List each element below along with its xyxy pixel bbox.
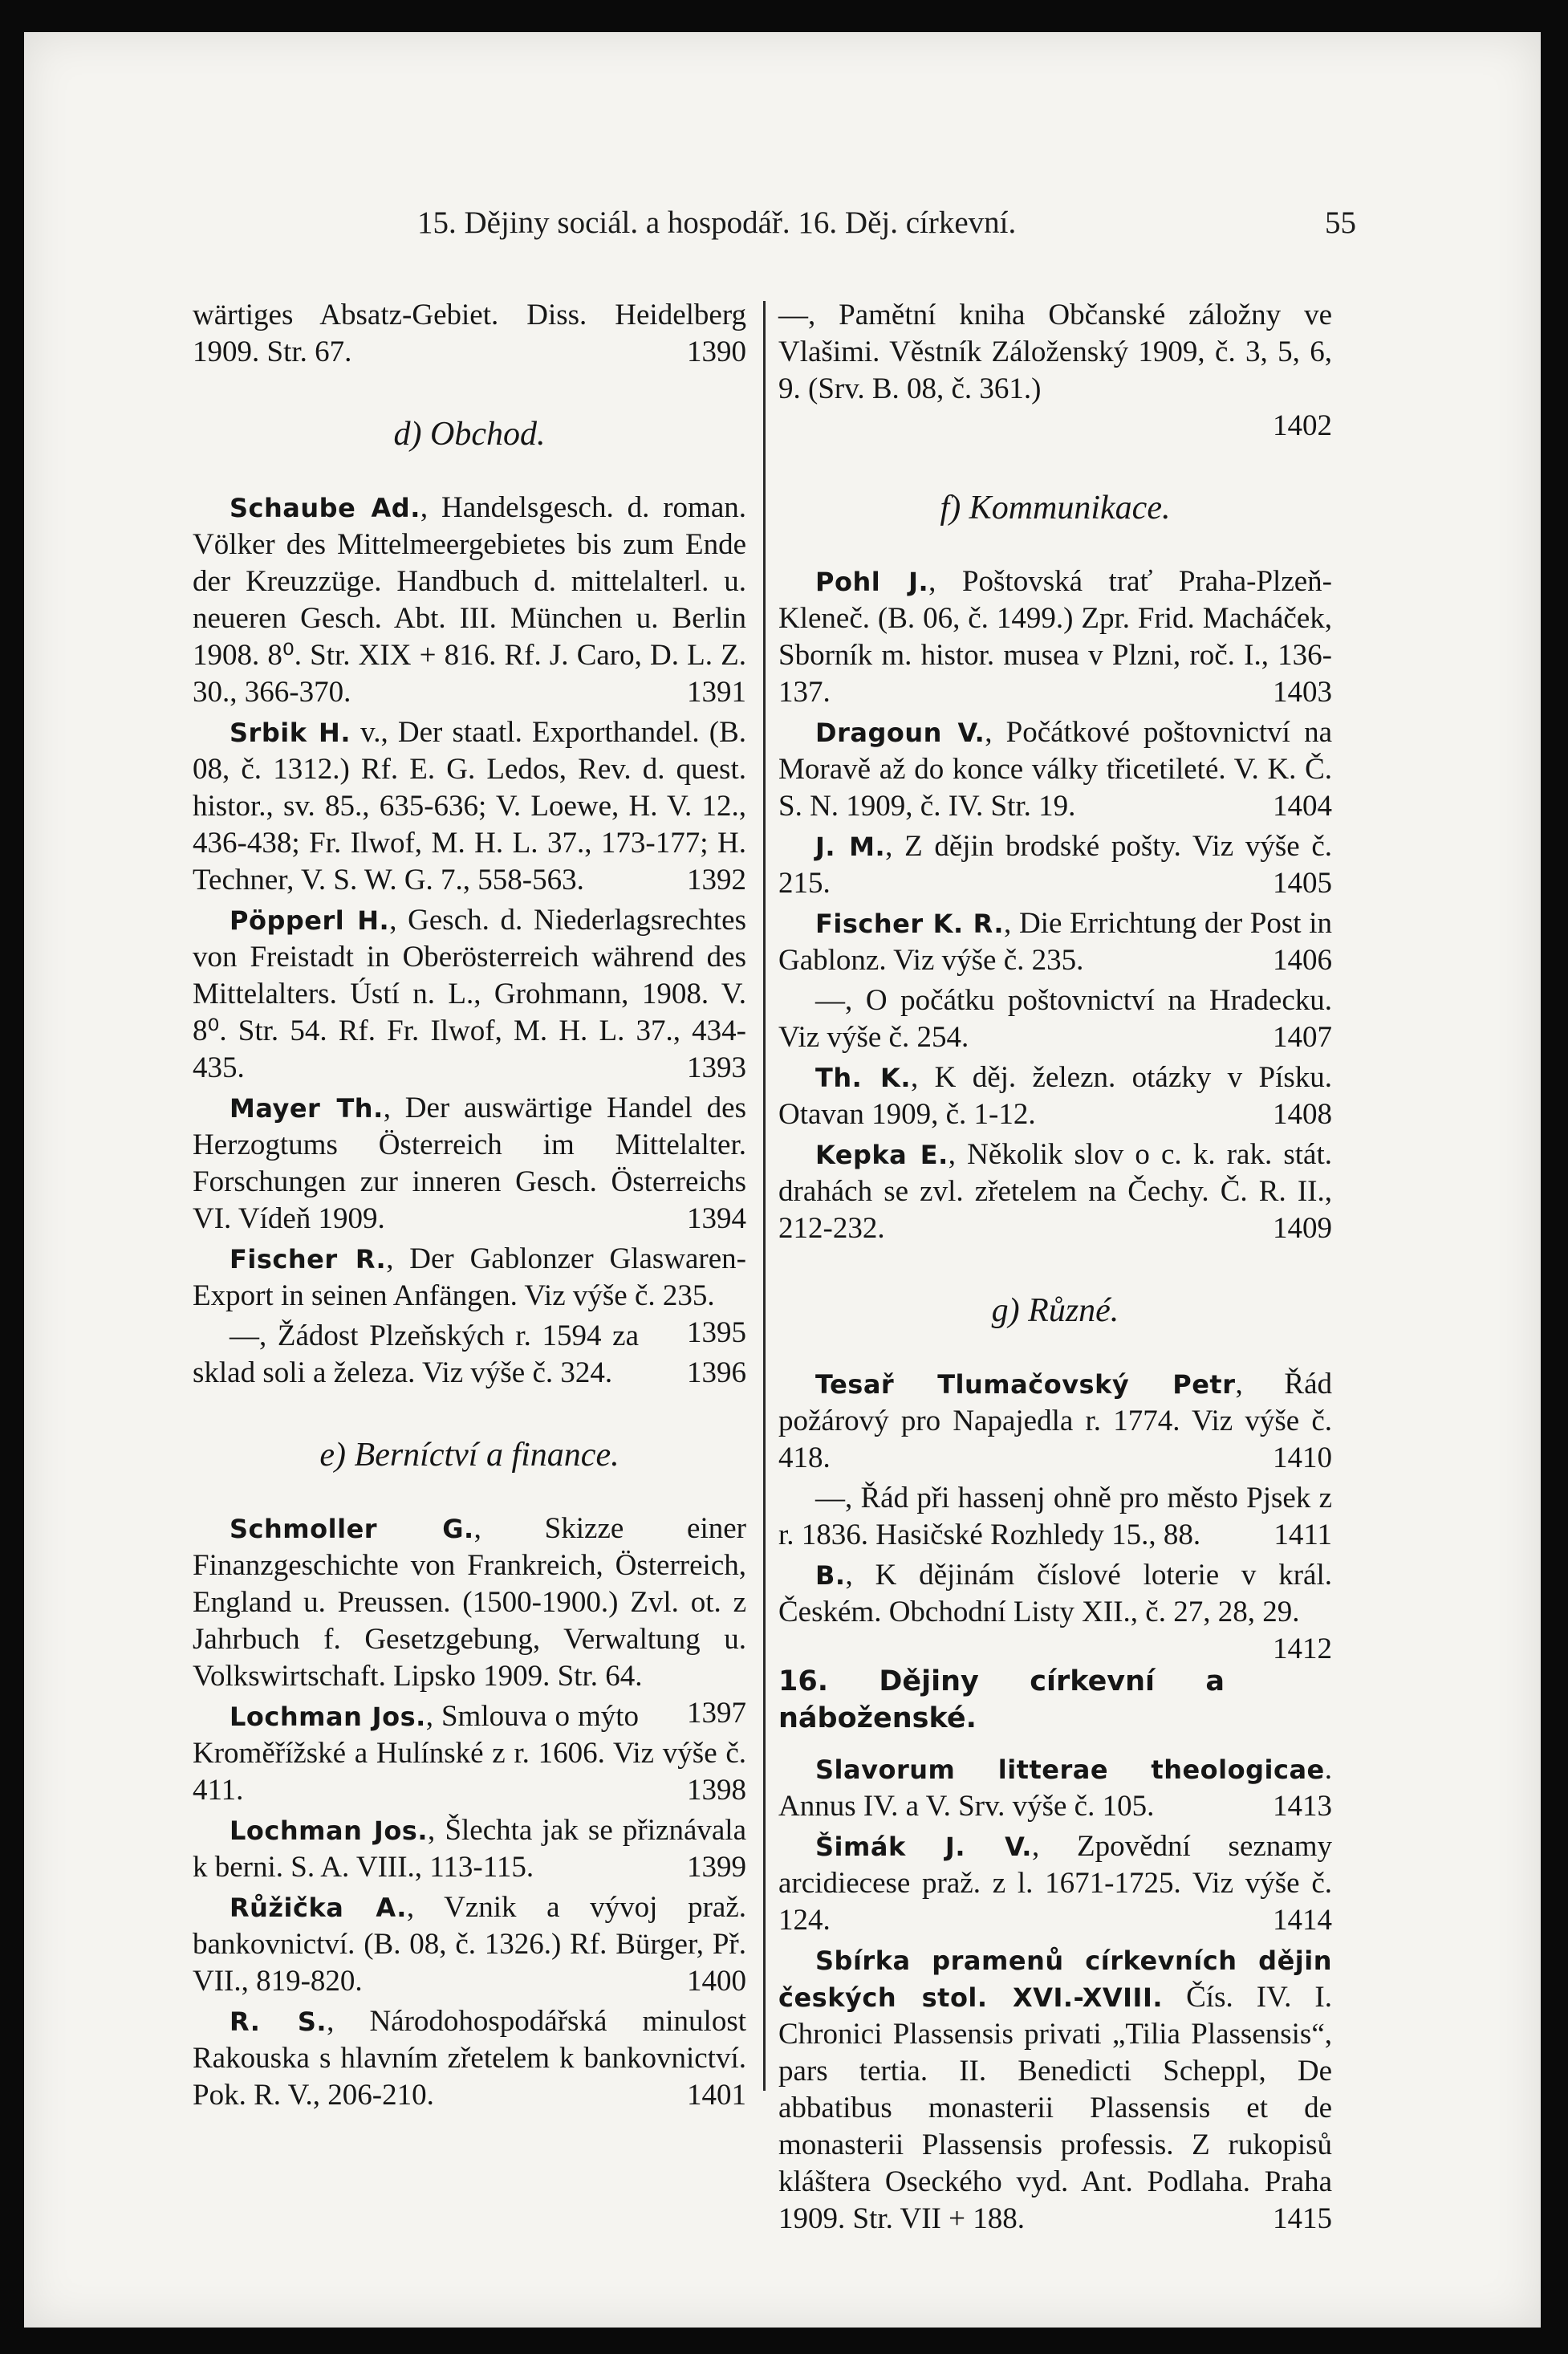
section-heading-e: e) Berníctví a finance.	[319, 1437, 619, 1474]
left-column	[193, 297, 746, 2117]
entry-1394	[193, 1090, 746, 1238]
entry-number: 1400	[687, 1965, 746, 1998]
entry-text: , Skizze einer Finanzgeschichte von Frankreich, Österreich, England u. Preussen. (1500-1900.) Zvl. ot. z Jahrbuch f. Gesetzgebung, Verwaltung u. Volkswirtschaft. Lipsko 1909. Str. 64.	[193, 1512, 747, 1693]
running-head-title: 15. Dějiny sociál. a hospodář. 16. Děj. církevní.	[417, 205, 1017, 240]
f-entry-list	[778, 563, 1332, 1247]
entry-number: 1396	[687, 1356, 746, 1389]
entry-1402: —, Pamětní kniha Občanské záložny ve Vlašimi. Věstník Záloženský 1909, č. 3, 5, 6, 9. (Srv. B. 08, č. 361.) 1402	[778, 297, 1332, 445]
page-number: 55	[1325, 205, 1356, 240]
entry-number: 1410	[1273, 1441, 1332, 1474]
entry-number: 1409	[1273, 1212, 1332, 1245]
entry-author: Fischer K. R.	[815, 909, 1005, 939]
entry-number: 1411	[1273, 1519, 1332, 1551]
entry-text: , K děj. železn. otázky v Písku. Otavan 1909, č. 1-12.	[778, 1061, 1332, 1131]
entry-author: B.	[815, 1560, 846, 1591]
entry-text: , Handelsgesch. d. roman. Völker des Mittelmeergebietes bis zum Ende der Kreuzzüge. Handbuch d. mittelalterl. u. neueren Gesch. Abt. III. München u. Berlin 1908. 8⁰. Str. XIX + 816. Rf. J. Caro, D. L. Z. 30., 366-370.	[193, 491, 746, 709]
e-entry-list	[193, 1510, 746, 2114]
entry-1403	[778, 563, 1332, 711]
entry-author: R. S.	[230, 2006, 327, 2037]
entry-text: , Poštovská trať Praha-Plzeň-Kleneč. (B. 06, č. 1499.) Zpr. Frid. Macháček, Sborník m. histor. musea v Plzni, roč. I., 136-137.	[778, 565, 1333, 709]
entry-text: , Smlouva o mýto Kroměřížské a Hulínské z r. 1606. Viz výše č. 411.	[193, 1700, 746, 1807]
entry-number: 1404	[1273, 790, 1332, 823]
section-heading-f: f) Kommunikace.	[940, 490, 1171, 526]
entry-number: 1392	[687, 864, 746, 896]
entry-number: 1399	[687, 1851, 746, 1884]
entry-text: , Počátkové poštovnictví na Moravě až do konce války třicetileté. V. K. Č. S. N. 1909, č. IV. Str. 19.	[778, 716, 1332, 823]
d-entry-list	[193, 490, 746, 1392]
entry-author: J. M.	[815, 831, 886, 862]
entry-1415	[778, 1942, 1332, 2238]
entry-text: , Několik slov o c. k. rak. stát. drahách se zvl. zřetelem na Čechy. Č. R. II., 212-232.	[778, 1138, 1332, 1245]
entry-1392	[193, 714, 746, 899]
entry-1391	[193, 490, 746, 711]
section-heading-d: d) Obchod.	[393, 416, 546, 453]
entry-text: . Annus IV. a V. Srv. výše č. 105.	[778, 1753, 1332, 1823]
entry-1404	[778, 714, 1332, 825]
entry-text: —, O počátku poštovnictví na Hradecku. Viz výše č. 254.	[778, 984, 1332, 1054]
entry-number: 1391	[687, 676, 746, 709]
entry-1407	[778, 982, 1332, 1056]
entry-number: 1406	[1273, 944, 1332, 977]
entry-author: Pöpperl H.	[230, 905, 390, 936]
entry-number: 1412	[1273, 1632, 1332, 1665]
entry-text: , Národohospodářská minulost Rakouska s hlavním zřetelem k bankovnictví. Pok. R. V., 206-210.	[193, 2005, 746, 2112]
entry-number: 1413	[1273, 1790, 1332, 1823]
entry-text: , Der auswärtige Handel des Herzogtums Österreich im Mittelalter. Forschungen zur inneren Gesch. Österreichs VI. Vídeň 1909.	[193, 1092, 746, 1235]
g-entry-list	[778, 1366, 1333, 1665]
chapter-heading-16: 16. Dějiny církevní a náboženské.	[778, 1665, 1225, 1734]
entry-1390: wärtiges Absatz-Gebiet. Diss. Heidelberg 1909. Str. 67. 1390	[193, 297, 746, 371]
entry-text: , Řád požárový pro Napajedla r. 1774. Viz výše č. 418.	[778, 1368, 1333, 1474]
entry-text: Čís. IV. I. Chronici Plassensis privati „Tilia Plassensis“, pars tertia. II. Benedicti Scheppl, De abbatibus monasterii Plassensis et de monasterii Plassensis professis. Z rukopisů kláštera Oseckého vyd. Ant. Podlaha. Praha 1909. Str. VII + 188.	[778, 1981, 1332, 2235]
entry-author: Th. K.	[815, 1063, 911, 1093]
entry-1401	[193, 2003, 746, 2114]
entry-text: , Šlechta jak se přiznávala k berni. S. A. VIII., 113-115.	[193, 1814, 747, 1884]
entry-text: , Der Gablonzer Glaswaren-Export in seinen Anfängen. Viz výše č. 235.	[193, 1242, 746, 1312]
entry-number: 1403	[1273, 676, 1332, 709]
entry-1413	[778, 1751, 1332, 1825]
entry-author: Tesař Tlumačovský Petr	[815, 1369, 1236, 1400]
entry-text: —, Řád při hassenj ohně pro město Pjsek z r. 1836. Hasičské Rozhledy 15., 88.	[778, 1482, 1332, 1551]
entry-author: Slavorum litterae theologicae	[815, 1754, 1325, 1785]
entry-text: , Gesch. d. Niederlagsrechtes von Freistadt in Oberösterreich während des Mittelalters. Ústí n. L., Grohmann, 1908. V. 8⁰. Str. 54. Rf. Fr. Ilwof, M. H. L. 37., 434-435.	[193, 904, 747, 1084]
entry-1399	[193, 1812, 746, 1886]
entry-number: 1414	[1273, 1904, 1332, 1937]
entry-author: Schmoller G.	[230, 1514, 474, 1544]
entry-1412	[778, 1557, 1332, 1665]
entry-author: Dragoun V.	[815, 718, 985, 748]
entry-text: , Z dějin brodské pošty. Viz výše č. 215.	[778, 830, 1333, 900]
entry-author: Lochman Jos.	[230, 1815, 429, 1846]
entry-number: 1415	[1273, 2202, 1332, 2235]
entry-text: , Zpovědní seznamy arcidiecese praž. z l. 1671-1725. Viz výše č. 124.	[778, 1830, 1332, 1937]
entry-text: , Die Errichtung der Post in Gablonz. Viz výše č. 235.	[778, 907, 1332, 977]
chapter16-entry-list	[778, 1751, 1332, 2238]
column-divider	[763, 301, 766, 2091]
entry-text: v., Der staatl. Exporthandel. (B. 08, č. 1312.) Rf. E. G. Ledos, Rev. d. quest. histor., sv. 85., 635-636; V. Loewe, H. V. 12., 436-438; Fr. Ilwof, M. H. L. 37., 173-177; H. Techner, V. S. W. G. 7., 558-563.	[193, 716, 746, 896]
entry-1414	[778, 1828, 1332, 1939]
entry-number: 1405	[1273, 867, 1332, 900]
entry-1408	[778, 1059, 1332, 1133]
entry-1393	[193, 902, 746, 1087]
entry-author: Lochman Jos.	[230, 1701, 426, 1732]
entry-1405	[778, 828, 1332, 902]
entry-author: Pohl J.	[815, 567, 929, 597]
entry-text: —, Žádost Plzeňských r. 1594 za sklad soli a železa. Viz výše č. 324.	[193, 1319, 639, 1389]
entry-number: 1395	[687, 1316, 746, 1349]
entry-1409	[778, 1136, 1332, 1247]
entry-number: 1407	[1273, 1021, 1332, 1054]
entry-author: Fischer R.	[230, 1244, 387, 1275]
entry-text: , Vznik a vývoj praž. bankovnictví. (B. 08, č. 1326.) Rf. Bürger, Př. VII., 819-820.	[193, 1891, 747, 1998]
entry-1406	[778, 905, 1332, 979]
entry-number: 1398	[687, 1774, 746, 1807]
entry-1400	[193, 1889, 746, 2000]
entry-number: 1393	[687, 1051, 746, 1084]
entry-number: 1408	[1273, 1098, 1332, 1131]
entry-author: Sbírka pramenů církevních dějin českých stol. XVI.-XVIII.	[778, 1945, 1332, 2013]
entry-1411	[778, 1480, 1332, 1554]
entry-author: Šimák J. V.	[815, 1832, 1032, 1862]
entry-number: 1394	[687, 1202, 746, 1235]
entry-number: 1390	[687, 335, 746, 368]
entry-number: 1397	[687, 1697, 746, 1730]
section-heading-g: g) Různé.	[991, 1292, 1119, 1329]
entry-author: Mayer Th.	[230, 1093, 384, 1124]
entry-author: Růžička A.	[230, 1893, 407, 1923]
entry-1395	[193, 1241, 746, 1349]
entry-author: Kepka E.	[815, 1140, 949, 1170]
entry-1410	[778, 1366, 1332, 1477]
right-column	[778, 297, 1332, 2241]
entry-author: Schaube Ad.	[230, 493, 420, 523]
entry-text: , K dějinám číslové loterie v král. Českém. Obchodní Listy XII., č. 27, 28, 29.	[778, 1559, 1332, 1628]
entry-number: 1401	[687, 2079, 746, 2112]
entry-author: Srbik H.	[230, 718, 351, 748]
entry-number: 1402	[1273, 409, 1332, 442]
